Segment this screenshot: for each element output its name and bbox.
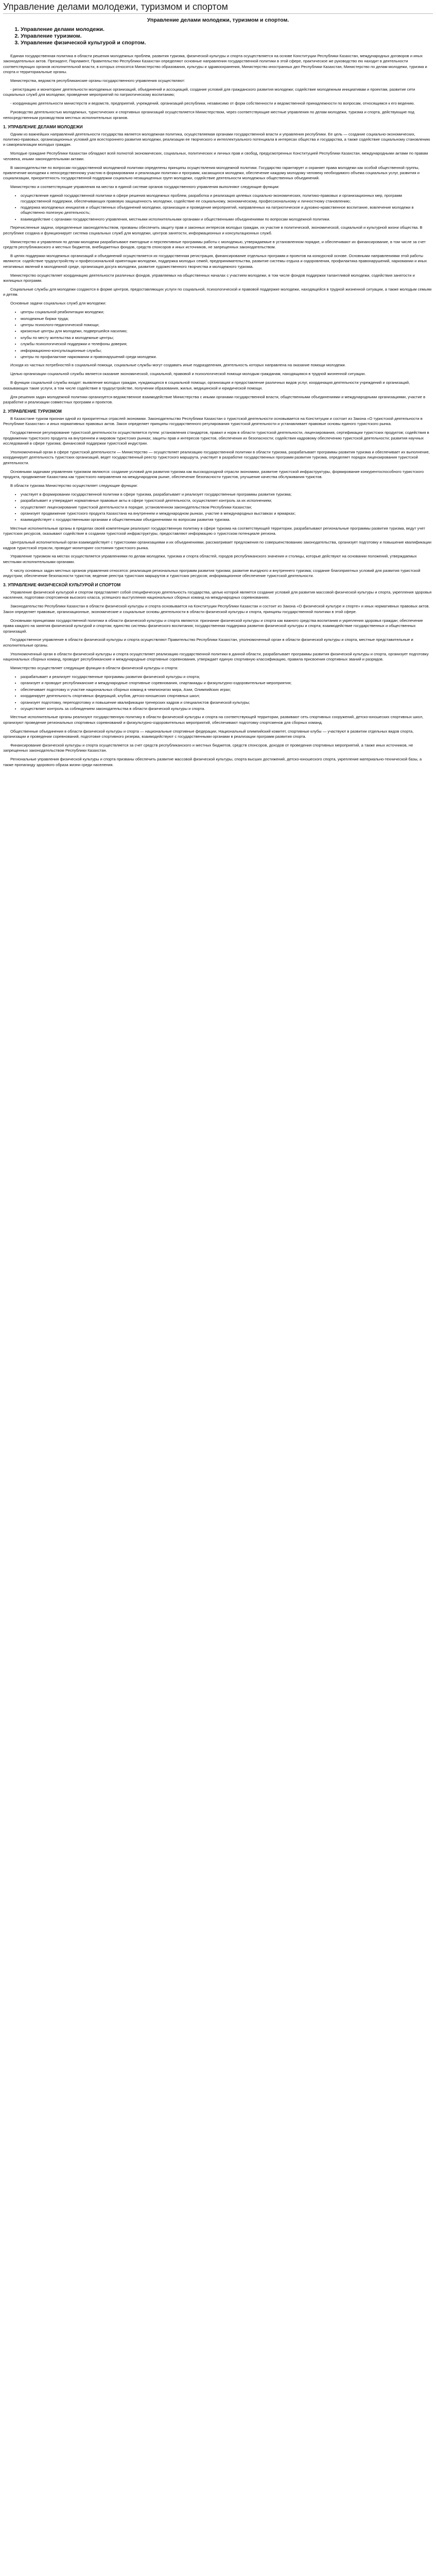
section-heading: 2. УПРАВЛЕНИЕ ТУРИЗМОМ <box>3 409 62 414</box>
section-heading: 3. УПРАВЛЕНИЕ ФИЗИЧЕСКОЙ КУЛЬТУРОЙ И СПОРТОМ <box>3 583 121 588</box>
intro-paragraph: Единая государственная политика в области решения молодежных проблем, развития туризма, физической культуры и спорта осуществляется на основе Конституции Республики Казахстан, международных договоров и иных законодательных актов. Президент, Парламент, Правительство Республики Казахстан определяют основные направления государственной политики в этой сфере, практическое же руководство ею находит в деятельности соответствующих органов исполнительной власти, в которых относятся Министерство образования, культуры и здравоохранения, Министерство иностранных дел Республики Казахстан, Министерство по делам молодежи, туризма и спорта и территориальные органы. <box>3 54 427 75</box>
section-paragraph: Перечисленные задачи, определенные законодательством, призваны обеспечить защиту прав и законных интересов молодых граждан, их участие в политической, экономической, социальной и культурной жизни общества. В республике создана и функционирует система социальных служб для молодежи, центров занятости, информационных и консультационных служб. <box>3 225 423 235</box>
list-item: • участвует в формировании государственной политики в сфере туризма, разрабатывает и реализует государственные программы развития туризма; <box>21 492 433 497</box>
function-list <box>3 492 433 523</box>
section-paragraph: Финансирование физической культуры и спорта осуществляется за счет средств республиканского и местных бюджетов, средств спонсоров, доходов от проведения спортивных мероприятий, а также иных источников, не запрещенных законодательством Республики Казахстан. <box>3 743 413 753</box>
section-paragraph: Для решения задач молодежной политики организуется ведомственное взаимодействие Министерства с иными органами государственной власти, общественными объединениями и международными организациями, участие в разработке и реализации совместных программ и проектов. <box>3 394 426 404</box>
section-paragraph: Управление физической культурой и спортом представляет собой специфическую деятельность государства, целью которой является создание условий для развития массовой физической культуры и спорта, укрепления здоровья населения, подготовки спортсменов высокого класса, успешного выступления национальных сборных команд на международных соревнованиях. <box>3 590 432 600</box>
list-item: • кризисные центры для молодежи, подвергшейся насилию; <box>21 329 433 334</box>
title-divider <box>3 13 433 14</box>
section-paragraph: В Казахстане туризм признан одной из приоритетных отраслей экономики. Законодательство Республики Казахстан о туристской деятельности основывается на Конституции и состоит из Закона «О туристской деятельности в Республике Казахстан» и иных нормативных правовых актов. Закон определяет принципы государственного регулирования туристской деятельности и устанавливает правовые основы единого туристского рынка. <box>3 416 423 427</box>
section-paragraph: Целью организации социальной службы является оказание экономической, социальной, правовой и психологической помощи молодым гражданам, находящимся в трудной жизненной ситуации. <box>10 371 366 377</box>
list-item: • поддержка молодежных инициатив и общественных объединений молодежи, организация и проведение мероприятий, направленных на патриотическое и духовно-нравственное воспитание, вовлечение молодежи в общественно полезную деятельность; <box>21 205 433 216</box>
section-paragraph: Министерство осуществляет координацию деятельности различных фондов, управляемых на общественных началах с участием молодежи, в том числе фондов поддержки талантливой молодежи, содействия занятости и жилищных программ. <box>3 273 415 283</box>
list-item: • клубы по месту жительства и молодежные центры; <box>21 335 433 341</box>
intro-section <box>3 54 433 121</box>
intro-paragraph: Министерства, ведомств республиканские органы государственного управления осуществляют: <box>10 78 185 83</box>
section-paragraph: К числу основных задач местных органов управления относятся: реализация региональных программ развития туризма; развитие въездного и внутреннего туризма; создание благоприятных условий для развития туристской индустрии; обеспечение безопасности туристов; ведение реестра туристских маршрутов и туристских ресурсов; информационное обеспечение туристской деятельности. <box>3 568 421 579</box>
list-item: • молодежные биржи труда; <box>21 316 433 321</box>
list-item: • осуществляет лицензирование туристской деятельности в порядке, установленном законодательством Республики Казахстан; <box>21 505 433 510</box>
section-tourism <box>3 409 433 579</box>
section-paragraph: Уполномоченный орган в сфере туристской деятельности — Министерство — осуществляет реализацию государственной политики в области туризма, разрабатывает программы развития туризма и обеспечивает их выполнение, координирует деятельность туристских организаций, ведет государственный реестр туристского маршрута, участвует в разработке государственных программ развития туризма, определяет порядок лицензирования туристской деятельности. <box>3 449 430 465</box>
section-paragraph: Исходя из частных потребностей в социальной помощи, социальные службы могут создавать иные подразделения, деятельность которых направлена на оказание помощи молодежи. <box>10 363 346 368</box>
section-paragraph: Общественные объединения в области физической культуры и спорта — национальные спортивные федерации, Национальный олимпийский комитет, спортивные клубы — участвуют в развитии отдельных видов спорта, организации и проведении соревнований, подготовке спортивного резерва, взаимодействуют с государственными органами в реализации программ развития спорта. <box>3 728 414 739</box>
list-item: • информационно-консультационные службы; <box>21 348 433 353</box>
list-item: • разрабатывает и реализует государственные программы развития физической культуры и спорта; <box>21 674 433 680</box>
section-paragraph: В целях поддержки молодежных организаций и объединений осуществляется их государственная регистрация, финансирование отдельных программ и проектов на конкурсной основе. Основными направлениями этой работы являются: содействие трудоустройству и профессиональной ориентации молодежи, поддержка молодых семей, предпринимательства, развитие системы отдыха и оздоровления, профилактика правонарушений, наркомании и иных негативных явлений в молодежной среде, организация досуга молодежи, развитие художественного творчества и молодежного туризма. <box>3 253 427 269</box>
section-paragraph: В функции социальной службы входят: выявление молодых граждан, нуждающихся в социальной помощи, организация и предоставление различных видов услуг, координация деятельности учреждений и организаций, оказывающих такие услуги, в том числе содействие в трудоустройстве, получении образования, жилья, медицинской и юридической помощи. <box>3 380 410 391</box>
page-title: Управление делами молодежи, туризмом и спортом <box>3 2 228 12</box>
section-paragraph: Центральный исполнительный орган взаимодействует с туристскими организациями и их объединениями, рассматривает предложения по совершенствованию законодательства, организует подготовку и повышение квалификации кадров туристской отрасли, проводит мониторинг состояния туристского рынка. <box>3 540 431 550</box>
section-paragraph: Министерство осуществляет следующие функции в области физической культуры и спорта: <box>10 666 179 671</box>
intro-paragraph: - координацию деятельности министерств и ведомств, предприятий, учреждений, организаций республики, независимо от форм собственности и ведомственной принадлежности по вопросам, относящимся к его ведению. <box>10 101 415 106</box>
list-item: • координирует деятельность спортивных федераций, клубов, детско-юношеских спортивных школ; <box>21 693 433 699</box>
section-paragraph: Министерство и управления по делам молодежи разрабатывают ежегодные и перспективные программы работы с молодежью, утверждаемые в установленном порядке, и обеспечивают их финансирование, в том числе за счет средств республиканского и местных бюджетов, внебюджетных фондов, средств спонсоров и иных источников, не запрещенных законодательством. <box>3 239 426 249</box>
list-item: • центры социальной реабилитации молодежи; <box>21 310 433 315</box>
section-paragraph: Государственное регулирование туристской деятельности осуществляется путем: установления стандартов, правил и норм в области туристской деятельности, лицензирования, сертификации туристских продуктов; содействия в продвижении туристского продукта на внутреннем и мировом туристских рынках; защиты прав и интересов туристов, обеспечения их безопасности; содействия кадровому обеспечению туристской деятельности; развития научных исследований в сфере туризма; финансовой поддержки туристской индустрии. <box>3 430 429 446</box>
intro-paragraph: - регистрацию и мониторинг деятельности молодежных организаций, объединений и ассоциаций, создание условий для гражданского развития молодежи; содействие молодежным инициативам и проектам, развитие сети социальных служб для молодежи; проведение мероприятий по патриотическому воспитанию; <box>3 87 415 97</box>
section-paragraph: Министерство и соответствующие управления на местах в единой системе органов государственного управления выполняют следующие функции: <box>10 184 280 190</box>
list-item: • службы психологической поддержки и телефоны доверия; <box>21 342 433 347</box>
list-item: • разрабатывает и утверждает нормативные правовые акты в сфере туристской деятельности, осуществляет контроль за их исполнением; <box>21 498 433 503</box>
list-item: • организует продвижение туристского продукта Казахстана на внутреннем и международном рынках, участие в международных выставках и ярмарках; <box>21 511 433 516</box>
section-sport <box>3 582 433 768</box>
document-page <box>0 1 436 776</box>
section-paragraph: Основными принципами государственной политики в области физической культуры и спорта являются: признание физической культуры и спорта как важного средства воспитания и укрепления здоровья граждан; обеспечение права каждого на занятия физической культурой и спортом; единство системы физического воспитания; государственная поддержка развития физической культуры и спорта; взаимодействие государственных и общественных организаций. <box>3 618 423 634</box>
function-list <box>3 193 433 222</box>
section-paragraph: В области туризма Министерство осуществляет следующие функции: <box>10 483 138 488</box>
list-item: • взаимодействие с органами государственного управления, местными исполнительными органами и общественными объединениями по вопросам молодежной политики. <box>21 217 433 222</box>
function-list <box>3 674 433 711</box>
section-heading: 1. УПРАВЛЕНИЕ ДЕЛАМИ МОЛОДЕЖИ <box>3 124 83 129</box>
section-paragraph: Законодательство Республики Казахстан в области физической культуры и спорта основывается на Конституции Республики Казахстан и состоит из Закона «О физической культуре и спорте» и иных нормативных правовых актов. Закон определяет правовые, организационные, экономические и социальные основы деятельности в области физической культуры и спорта, принципы государственной политики в этой сфере. <box>3 604 430 614</box>
list-item: • осуществляет контроль за соблюдением законодательства в области физической культуры и спорта. <box>21 706 433 711</box>
intro-paragraph: Руководство деятельностью молодежных, туристических и спортивных организаций осуществляется Министерством, через соответствующие местные управления по делам молодежи, туризма и спорта, действующие под непосредственным руководством местных исполнительных органов. <box>3 110 414 120</box>
list-item: • обеспечивает подготовку и участие национальных сборных команд в чемпионатах мира, Азии, Олимпийских играх; <box>21 687 433 692</box>
toc-item: 3. Управление физической культурой и спортом. <box>21 40 433 46</box>
list-item: • взаимодействует с государственными органами и общественными объединениями по вопросам развития туризма. <box>21 517 433 522</box>
page-subtitle: Управление делами молодежи, туризмом и спортом. <box>147 17 289 23</box>
section-paragraph: Государственное управление в области физической культуры и спорта осуществляют Правительство Республики Казахстан, уполномоченный орган в области физической культуры и спорта, местные представительные и исполнительные органы. <box>3 637 413 648</box>
list-item: • осуществление единой государственной политики в сфере решения молодежных проблем, разработка и реализация целевых социально-экономических, политико-правовых и организационных мер, программ государственной поддержки, обеспечивающих правовую защищенность молодежи, содействие ее социальному, экономическому, профессиональному и личностному становлению; <box>21 193 433 204</box>
section-paragraph: Одним из важнейших направлений деятельности государства является молодежная политика, осуществляемая органами государственной власти и управления республики. Ее цель — создание социально-экономических, политико-правовых, организационных условий для всестороннего развития молодежи, реализации ее творческого и интеллектуального потенциала в интересах общества и государства, а также содействие социальному становлению и самореализации молодых граждан. <box>3 131 430 147</box>
toc-item: 1. Управление делами молодежи. <box>21 26 433 33</box>
section-paragraph: Местные исполнительные органы в пределах своей компетенции реализуют государственную политику в сфере туризма на соответствующей территории, разрабатывают региональные программы развития туризма, ведут учет туристских ресурсов, оказывают содействие в создании туристской инфраструктуры, предоставляют информацию о туристском потенциале региона. <box>3 526 425 536</box>
service-list <box>3 310 433 360</box>
section-paragraph: В законодательстве по вопросам государственной молодежной политики определены принципы осуществления молодежной политики. Государство гарантирует и охраняет права молодежи как особой общественной группы, привлечение молодежи к непосредственному участию в формировании и реализации политики и программ, касающихся молодежи, обеспечение каждому молодому человеку необходимого объема социальных услуг, развития и социализации, приоритетность государственной поддержки социально незащищенных групп молодежи, содействие деятельности молодежных общественных объединений. <box>3 165 420 181</box>
section-youth <box>3 124 433 405</box>
list-item: • организует и проводит республиканские и международные спортивные соревнования, спартакиады и физкультурно-оздоровительные мероприятия; <box>21 681 433 686</box>
section-paragraph: Социальные службы для молодежи создаются в форме центров, предоставляющих услуги по социальной, психологической и правовой поддержке молодежи, находящейся в трудной жизненной ситуации, а также молодым семьям и детям. <box>3 286 432 297</box>
section-paragraph: Основными задачами управления туризмом являются: создание условий для развития туризма как высокодоходной отрасли экономики, развитие туристской инфраструктуры, формирование конкурентоспособного туристского продукта, продвижение Казахстана как туристского направления на международном рынке, обеспечение безопасности туристов, улучшение качества обслуживания туристов. <box>3 469 424 479</box>
section-paragraph: Региональные управления физической культуры и спорта призваны обеспечить развитие массовой физической культуры, спорта высших достижений, детско-юношеского спорта, укрепление материально-технической базы, а также пропаганду здорового образа жизни среди населения. <box>3 757 422 767</box>
section-paragraph: Основные задачи социальных служб для молодежи: <box>10 301 107 306</box>
section-paragraph: Молодые граждане Республики Казахстан обладают всей полнотой экономических, социальных, политических и личных прав и свобод, предусмотренных Конституцией Республики Казахстан, международными актами по правам человека, иными законодательными актами. <box>3 151 428 161</box>
list-item: • центры психолого-педагогической помощи; <box>21 323 433 328</box>
table-of-contents <box>3 26 433 46</box>
list-item: • организует подготовку, переподготовку и повышение квалификации тренерских кадров и специалистов физической культуры; <box>21 700 433 705</box>
section-paragraph: Уполномоченный орган в области физической культуры и спорта осуществляет реализацию государственной политики в данной области, разрабатывает программы развития физической культуры и спорта, организует подготовку национальных сборных команд, проводит республиканские и международные спортивные соревнования, утверждает единую спортивную классификацию, правила присвоения спортивных званий и разрядов. <box>3 651 429 662</box>
toc-item: 2. Управление туризмом. <box>21 33 433 40</box>
list-item: • центры по профилактике наркомании и правонарушений среди молодежи. <box>21 354 433 360</box>
section-paragraph: Местные исполнительные органы реализуют государственную политику в области физической культуры и спорта на соответствующей территории, развивают сеть спортивных сооружений, детско-юношеских спортивных школ, организуют проведение региональных спортивных соревнований и физкультурно-оздоровительных мероприятий, обеспечивают подготовку спортсменов для сборных команд. <box>3 715 424 725</box>
section-paragraph: Управление туризмом на местах осуществляется управлениями по делам молодежи, туризма и спорта областей, городов республиканского значения и столицы, которые действуют на основании положений, утверждаемых местными исполнительными органами. <box>3 554 417 564</box>
